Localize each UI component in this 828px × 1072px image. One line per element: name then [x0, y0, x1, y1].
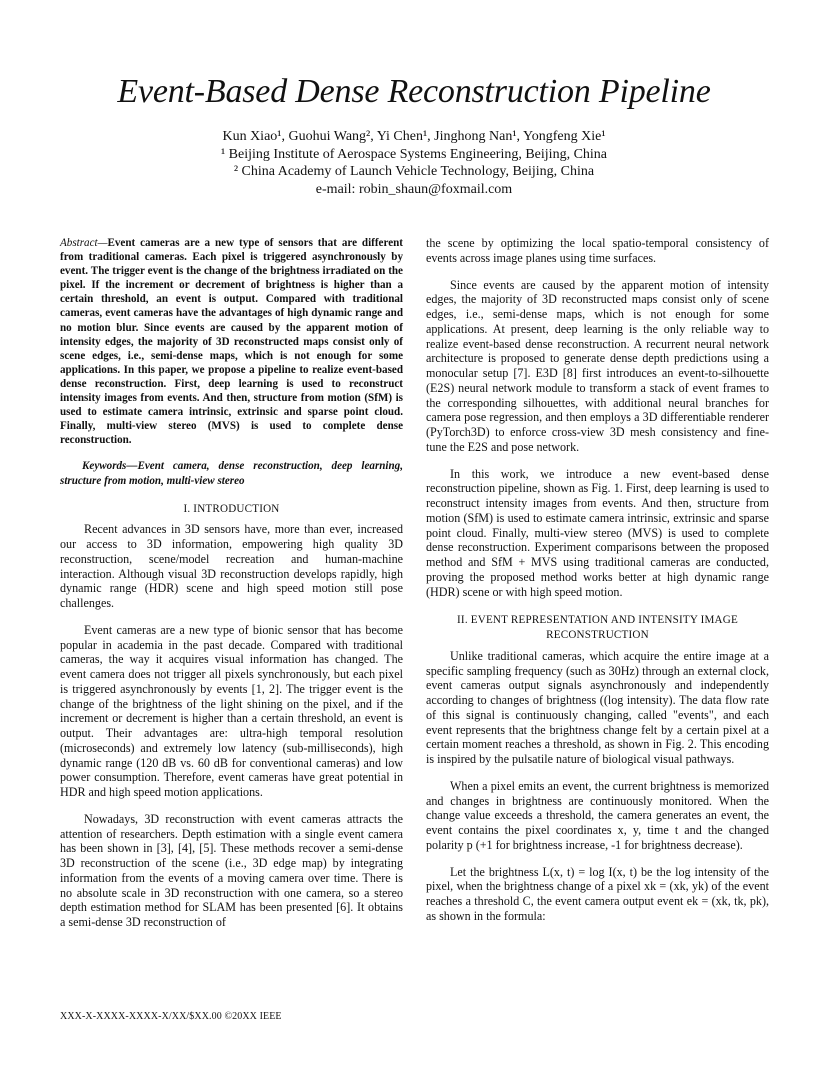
- keywords: Keywords—Event camera, dense reconstruction, deep learning, structure from motion, multi-view stereo: [60, 460, 403, 487]
- section2-paragraph-1: Unlike traditional cameras, which acquire the entire image at a specific sampling frequency (such as 30Hz) through an external clock, event cameras output signals asynchronously and independently according to changes of brightness ((log intensity). The data flow rate of this signal is continuously changing, called "events", and each event represents that the brightness change felt by a certain pixel at a certain moment reaches a threshold, as shown in Fig. 2. This encoding is inspired by the pulsatile nature of biological visual pathways.: [426, 648, 769, 766]
- author-email: e-mail: robin_shaun@foxmail.com: [315, 181, 513, 197]
- intro-paragraph-4: Since events are caused by the apparent motion of intensity edges, the majority of 3D reconstructed maps consist only of scene edges, i.e., semi-dense maps, which is not enough for some applications. At present, deep learning is the only reliable way to realize event-based dense reconstruction. A recurrent neural network architecture is proposed to generate dense depth predictions using a monocular setup [7]. E3D [8] first introduces an event-to-silhouette (E2S) neural network module to transform a stack of event frames to the corresponding silhouettes, with additional neural branches for camera pose regression, and then employs a 3D differentiable renderer (PyTorch3D) to enforce cross-view 3D mesh consistency and fine-tune the E2S and pose network.: [426, 277, 769, 454]
- section-heading-line-1: II. EVENT REPRESENTATION AND INTENSITY IMAGE: [457, 614, 738, 627]
- copyright-footer: XXX-X-XXXX-XXXX-X/XX/$XX.00 ©20XX IEEE: [60, 1011, 282, 1022]
- affiliation-2: ² China Academy of Launch Vehicle Technology, Beijing, China: [233, 164, 595, 179]
- section2-paragraph-2: When a pixel emits an event, the current brightness is memorized and changes in brightness are continuously monitored. When the change value exceeds a threshold, the camera generates an event, the event contains the pixel coordinates x, y, time t and the changed polarity p (+1 for brightness increase, -1 for brightness decrease).: [426, 778, 769, 852]
- intro-paragraph-5: In this work, we introduce a new event-based dense reconstruction pipeline, shown as Fig. 1. First, deep learning is used to reconstruct intensity images from events. And then, structure from motion (SfM) is used to estimate camera intrinsic, extrinsic and sparse point cloud. Finally, multi-view stereo (MVS) is used to complete dense reconstruction. Experiment comparisons between the proposed method and SfM + MVS using traditional cameras are conducted, proving the proposed method works better at high dynamic range (HDR) scene or with high speed motion.: [426, 466, 769, 599]
- abstract-text: Event cameras are a new type of sensors that are different from traditional cameras. Each pixel is triggered asynchronously by event. The trigger event is the change of the brightness irradiated on the pixel. If the increment or decrement of brightness is higher than a certain threshold, an event is output. Compared with traditional cameras, event cameras have the advantages of high dynamic range and no motion blur. Since events are caused by the apparent motion of intensity edges, the majority of 3D reconstructed maps consist only of scene edges, i.e., semi-dense maps, which is not enough for some applications. In this paper, we propose a pipeline to realize event-based dense reconstruction. First, deep learning is used to reconstruct intensity images from events. And then, structure from motion (SfM) is used to estimate camera intrinsic, extrinsic and sparse point cloud. Finally, multi-view stereo (MVS) is used to complete dense reconstruction.: [60, 237, 403, 447]
- intro-paragraph-3: Nowadays, 3D reconstruction with event cameras attracts the attention of researchers. Depth estimation with a single event camera has been shown in [3], [4], [5]. These methods recover a semi-dense 3D reconstruction of the scene (i.e., 3D edge map) by integrating information from the events of a moving camera over time. There is no absolute scale in 3D reconstruction with one camera, so a stereo depth estimation method for SLAM has been presented [6]. It obtains a semi-dense 3D reconstruction of: [60, 811, 403, 930]
- affiliation-1: ¹ Beijing Institute of Aerospace Systems Engineering, Beijing, China: [220, 146, 608, 162]
- intro-paragraph-3-continued: the scene by optimizing the local spatio-temporal consistency of events across image planes using time surfaces.: [426, 236, 769, 265]
- intro-paragraph-2: Event cameras are a new type of bionic sensor that has become popular in academia in the past decade. Compared with traditional cameras, the way it acquires visual information has changed. The event camera does not trigger all pixels synchronously, but each pixel is triggered asynchronously by events [1, 2]. The trigger event is the change of the brightness of the light shining on the pixel, and if the increment or decrement is higher than a certain threshold, an event is output. Their advantages are: ultra-high temporal resolution (microseconds) and extremely low latency (sub-milliseconds), high dynamic range (120 dB vs. 60 dB for conventional cameras) and low power consumption. Therefore, event cameras have great potential in HDR and high speed motion applications.: [60, 622, 403, 800]
- abstract-label: Abstract—: [60, 237, 108, 249]
- author-block: [0, 128, 828, 198]
- abstract: [60, 236, 403, 447]
- paper-title: Event-Based Dense Reconstruction Pipeline: [117, 73, 711, 110]
- right-column: [426, 236, 769, 924]
- left-column: [60, 236, 403, 930]
- intro-paragraph-1: Recent advances in 3D sensors have, more than ever, increased our access to 3D information, empowering high quality 3D reconstruction, scene/model recreation and human-machine interaction. Although visual 3D reconstruction develops rapidly, high dynamic range (HDR) scene and high speed motion still pose challenges.: [60, 522, 403, 611]
- section-heading-introduction: I. INTRODUCTION: [183, 502, 280, 515]
- section2-paragraph-3: Let the brightness L(x, t) = log I(x, t) be the log intensity of the pixel, when the brightness change of a pixel xk = (xk, yk) of the event reaches a threshold C, the event camera output event ek = (xk, tk, pk), as shown in the formula:: [426, 864, 769, 923]
- section-heading-line-2: RECONSTRUCTION: [546, 629, 649, 641]
- author-names: Kun Xiao¹, Guohui Wang², Yi Chen¹, Jinghong Nan¹, Yongfeng Xie¹: [222, 129, 606, 144]
- section-heading-event-representation: [426, 613, 769, 643]
